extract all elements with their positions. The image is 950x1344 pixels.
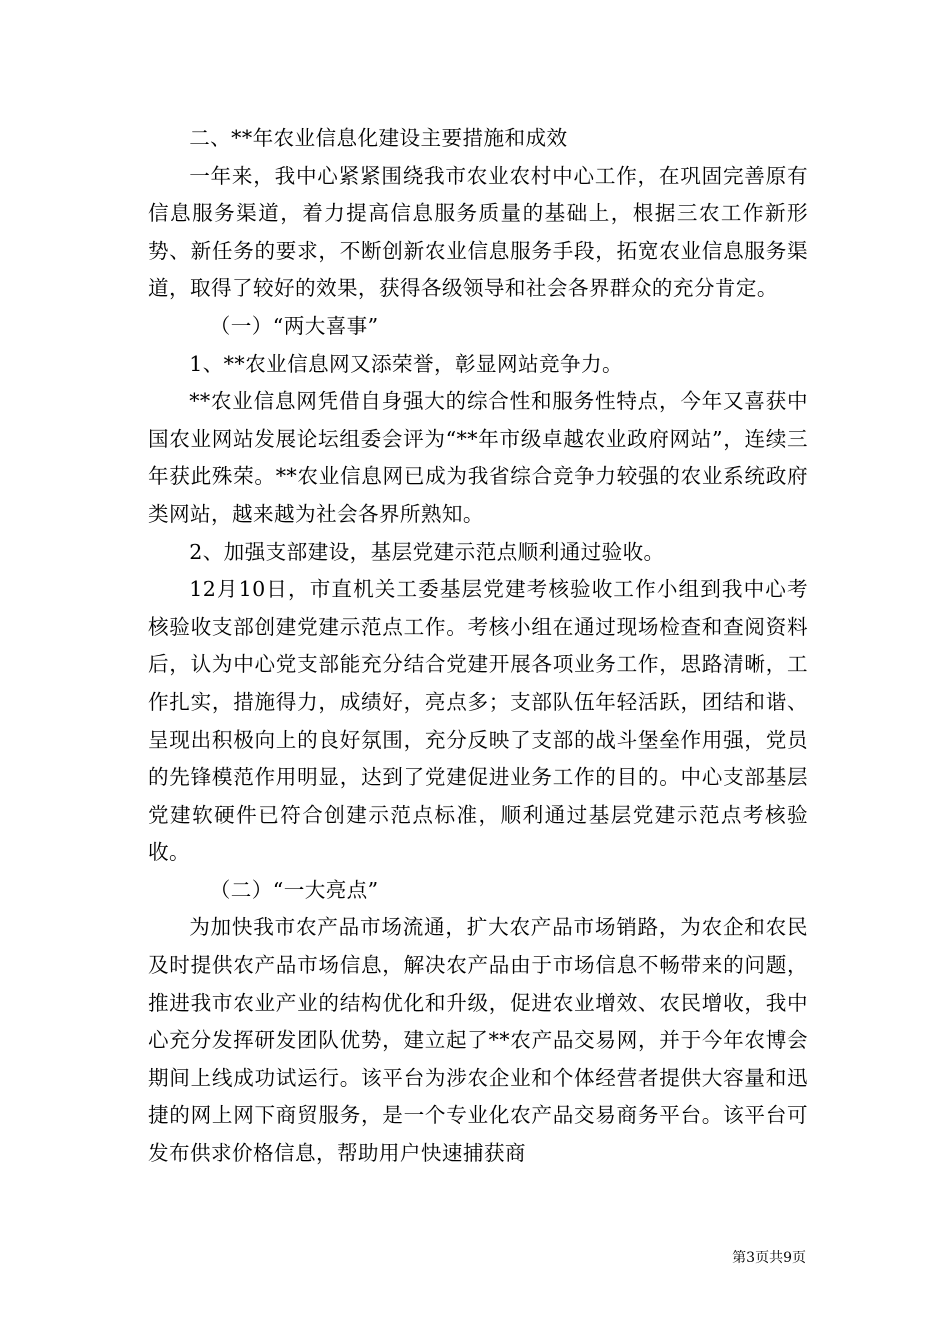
body-paragraph: **农业信息网凭借自身强大的综合性和服务性特点，今年又喜获中国农业网站发展论坛组委会评为“**年市级卓越农业政府网站”，连续三年获此殊荣。**农业信息网已成为我省综合竞争力较强的农业系统政府类网站，越来越为社会各界所熟知。 bbox=[148, 389, 808, 526]
section-heading: 二、**年农业信息化建设主要措施和成效 bbox=[189, 126, 568, 150]
document-body bbox=[148, 120, 808, 1173]
body-paragraph: 一年来，我中心紧紧围绕我市农业农村中心工作，在巩固完善原有信息服务渠道，着力提高信息服务质量的基础上，根据三农工作新形势、新任务的要求，不断创新农业信息服务手段，拓宽农业信息服务渠道，取得了较好的效果，获得各级领导和社会各界群众的充分肯定。 bbox=[148, 163, 808, 301]
item-heading: 1、**农业信息网又添荣誉，彰显网站竞争力。 bbox=[189, 351, 623, 376]
subsection-heading: （二）“一大亮点” bbox=[209, 877, 379, 902]
subsection-heading: （一）“两大喜事” bbox=[209, 313, 379, 338]
body-paragraph: 12月10日，市直机关工委基层党建考核验收工作小组到我中心考核验收支部创建党建示范点工作。考核小组在通过现场检查和查阅资料后，认为中心党支部能充分结合党建开展各项业务工作，思路清晰，工作扎实，措施得力，成绩好，亮点多；支部队伍年轻活跃，团结和谐、呈现出积极向上的良好氛围，充分反映了支部的战斗堡垒作用强，党员的先锋模范作用明显，达到了党建促进业务工作的目的。中心支部基层党建软硬件已符合创建示范点标准，顺利通过基层党建示范点考核验收。 bbox=[148, 577, 808, 865]
page-number: 第3页共9页 bbox=[732, 1250, 806, 1266]
body-paragraph: 为加快我市农产品市场流通，扩大农产品市场销路，为农企和农民及时提供农产品市场信息，解决农产品由于市场信息不畅带来的问题，推进我市农业产业的结构优化和升级，促进农业增效、农民增收，我中心充分发挥研发团队优势，建立起了**农产品交易网，并于今年农博会期间上线成功试运行。该平台为涉农企业和个体经营者提供大容量和迅捷的网上网下商贸服务，是一个专业化农产品交易商务平台。该平台可发布供求价格信息，帮助用户快速捕获商 bbox=[148, 915, 808, 1166]
item-heading: 2、加强支部建设，基层党建示范点顺利通过验收。 bbox=[189, 539, 665, 564]
